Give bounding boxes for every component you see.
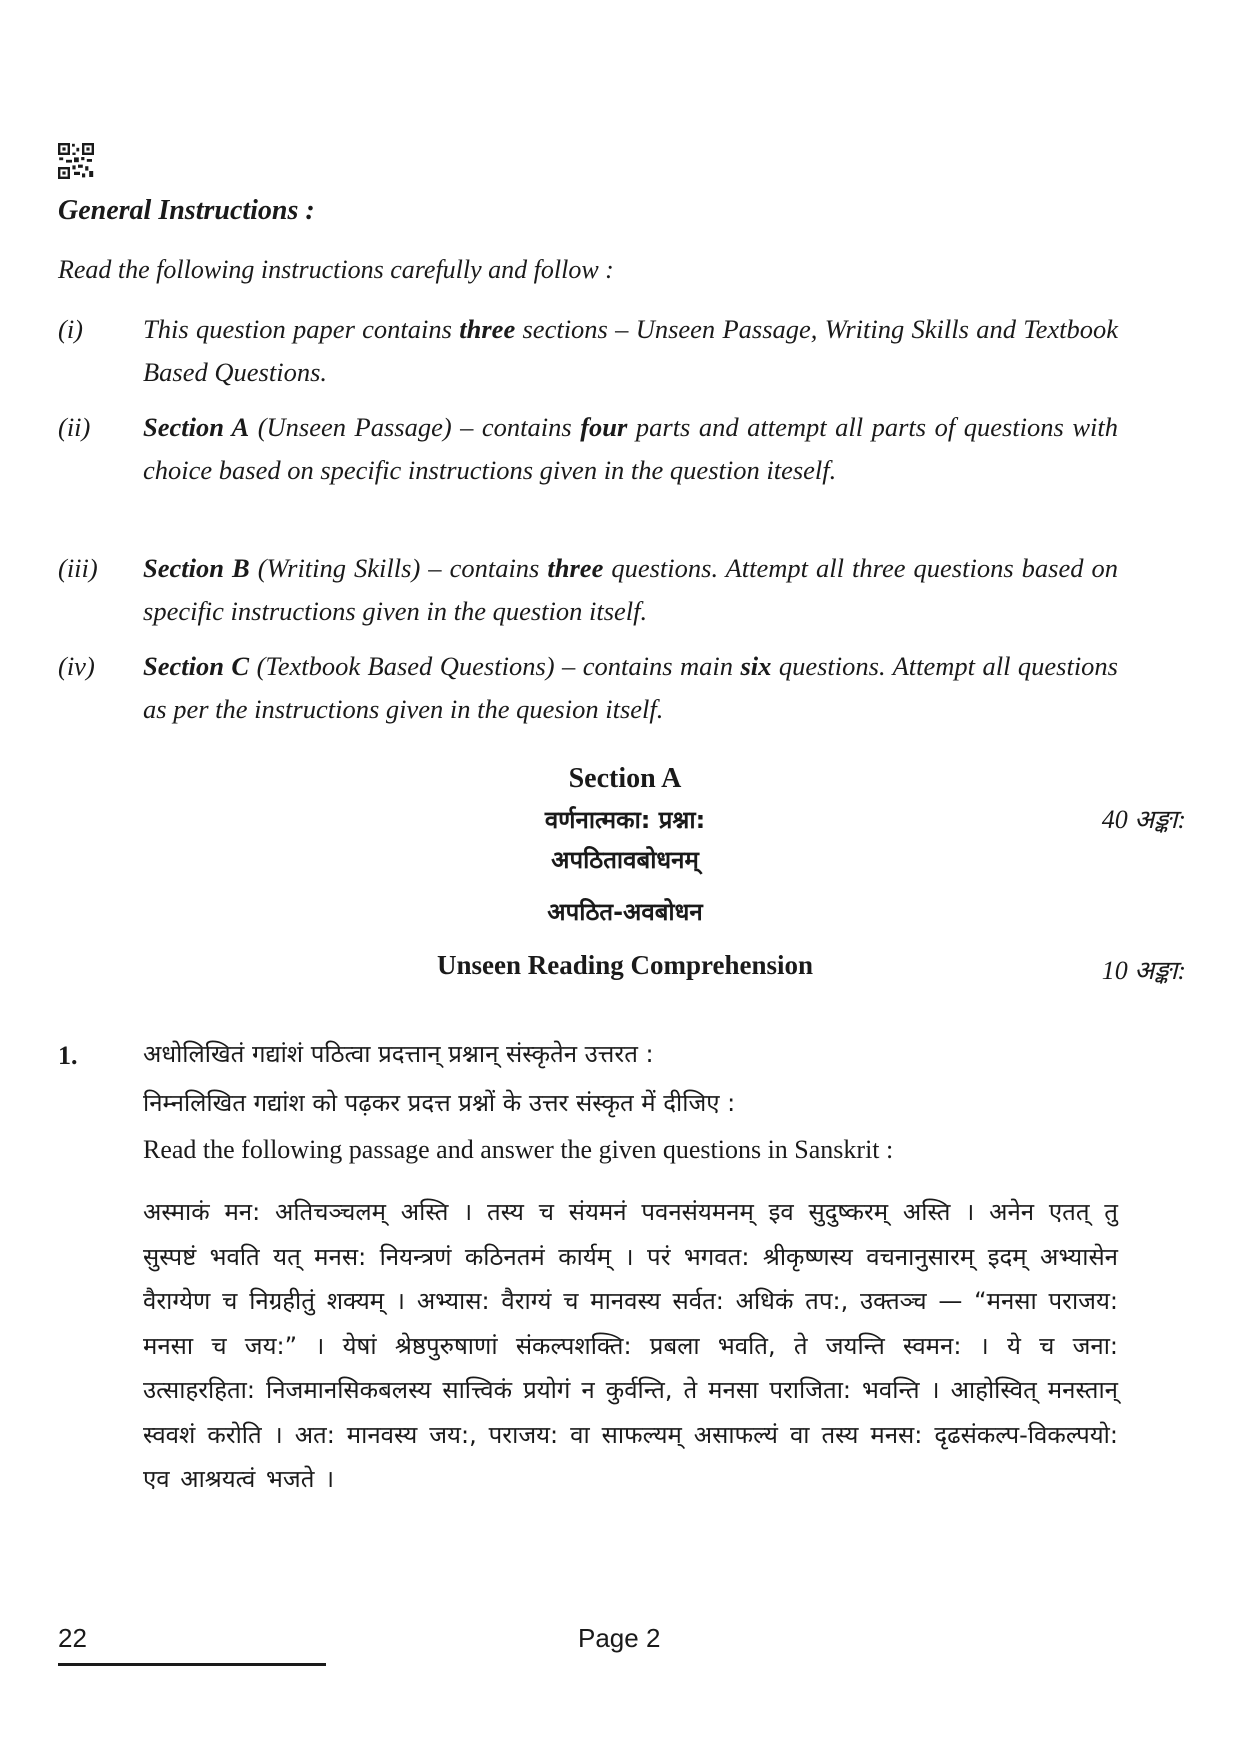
instructions-intro: Read the following instructions carefully and follow : (58, 255, 614, 284)
section-sub-marks: 10 अङ्का: (1101, 956, 1186, 985)
page-number: Page 2 (578, 1623, 661, 1653)
paper-code: 22 (58, 1623, 87, 1653)
instruction-number: (iv) (58, 651, 95, 681)
section-title: Section A (568, 763, 682, 794)
instruction-text: This question paper contains three sections – Unseen Passage, Writing Skills and Textbook Based Questions. (143, 314, 1118, 387)
section-subtitle-english: Unseen Reading Comprehension (436, 950, 814, 980)
instruction-item-2 (58, 406, 1118, 492)
instruction-text: Section B (Writing Skills) – contains three questions. Attempt all three questions based on specific instructions given in the question itself. (143, 553, 1119, 626)
question-number: 1. (58, 1041, 78, 1070)
question-instruction-english: Read the following passage and answer the given questions in Sanskrit : (143, 1135, 894, 1164)
section-sanskrit-title: वर्णनात्मका: प्रश्ना: (544, 806, 706, 834)
general-instructions-heading: General Instructions : (58, 195, 315, 226)
instruction-item-1 (58, 308, 1118, 394)
instruction-text: Section C (Textbook Based Questions) – contains main six questions. Attempt all questions as per the instructions given in the quesion itself. (143, 651, 1118, 724)
section-subtitle-sanskrit: अपठितावबोधनम् (551, 846, 699, 874)
instruction-item-4 (58, 645, 1118, 731)
section-total-marks: 40 अङ्का: (1101, 805, 1186, 834)
instruction-text: Section A (Unseen Passage) – contains four parts and attempt all parts of questions with choice based on specific instructions given in the question iteself. (143, 412, 1119, 485)
qr-code-icon (58, 143, 94, 179)
instruction-number: (iii) (58, 553, 98, 583)
question-instruction-sanskrit: अधोलिखितं गद्यांशं पठित्वा प्रदत्तान् प्रश्नान् संस्कृतेन उत्तरत : (143, 1040, 654, 1068)
footer-divider (58, 1663, 326, 1666)
instruction-number: (i) (58, 314, 84, 344)
passage-text: अस्माकं मन: अतिचञ्चलम् अस्ति । तस्य च संयमनं पवनसंयमनम् इव सुदुष्करम् अस्ति । अनेन एतत् तु सुस्पष्टं भवति यत् मनस: नियन्त्रणं कठिनतमं कार्यम् । परं भगवत: श्रीकृष्णस्य वचनानुसारम् इदम् अभ्यासेन वैराग्येण च निग्रहीतुं शक्यम् । अभ्यास: वैराग्यं च मानवस्य सर्वत: अधिकं तप:, उक्तञ्च — “मनसा पराजय: मनसा च जय:” । येषां श्रेष्ठपुरुषाणां संकल्पशक्ति: प्रबला भवति, ते जयन्ति स्वमन: । ये च जना: उत्साहरहिता: निजमानसिकबलस्य सात्त्विकं प्रयोगं न कुर्वन्ति, ते मनसा पराजिता: भवन्ति । आहोस्वित् मनस्तान् स्ववशं करोति । अत: मानवस्य जय:, पराजय: वा साफल्यम् असाफल्यं वा तस्य मनस: दृढसंकल्प-विकल्पयो: एव आश्रयत्वं भजते । (143, 1198, 1118, 1493)
instruction-number: (ii) (58, 412, 91, 442)
section-subtitle-hindi: अपठित-अवबोधन (547, 898, 703, 926)
question-instruction-hindi: निम्नलिखित गद्यांश को पढ़कर प्रदत्त प्रश्नों के उत्तर संस्कृत में दीजिए : (143, 1089, 736, 1117)
instruction-item-3 (58, 547, 1118, 633)
